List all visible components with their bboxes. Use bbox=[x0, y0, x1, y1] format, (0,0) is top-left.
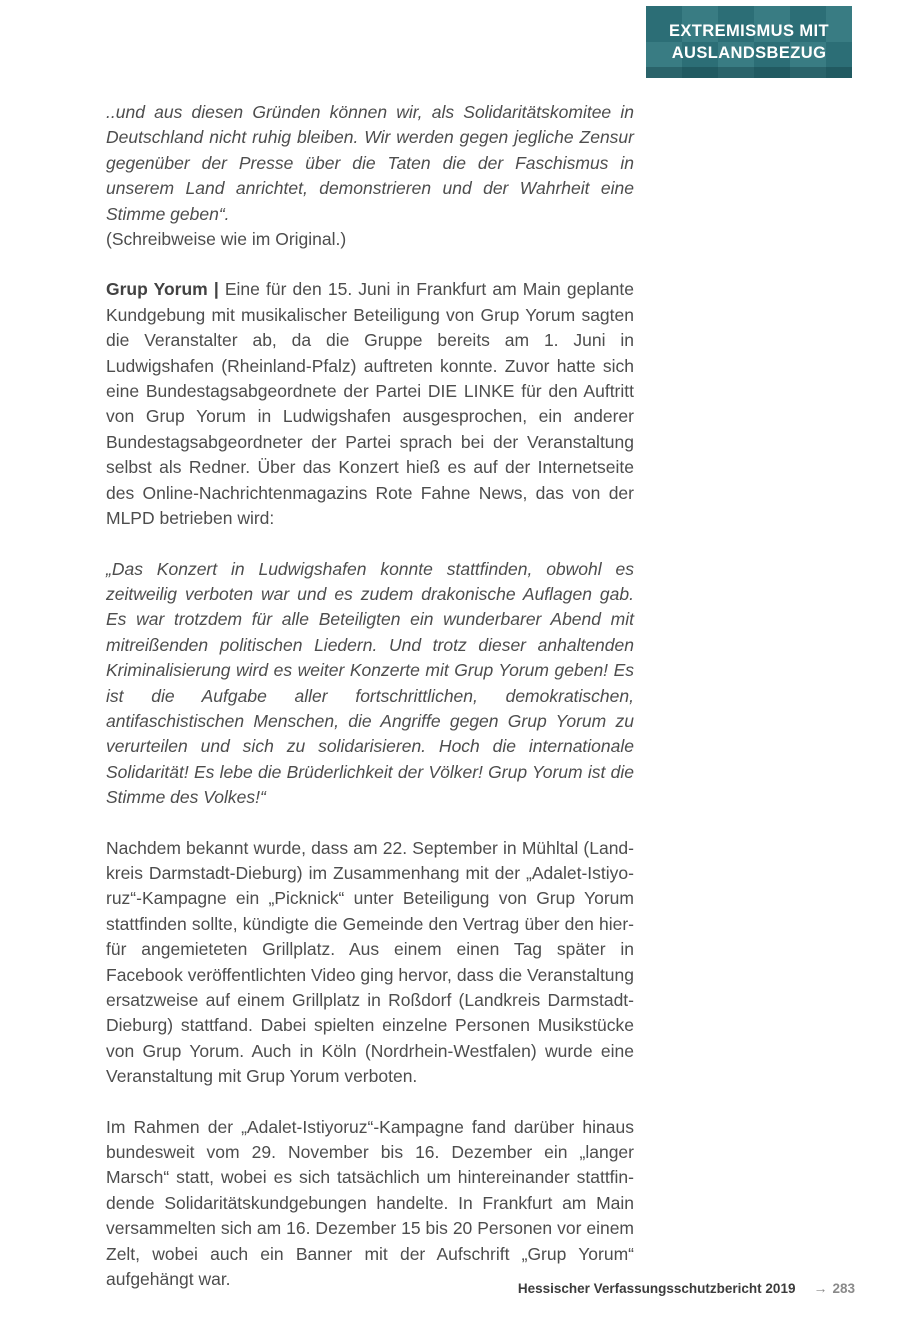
section-badge-line2: AUSLANDSBEZUG bbox=[671, 44, 827, 62]
paragraph-muehltal: Nachdem bekannt wurde, dass am 22. September in Mühltal (Landkreis Darmstadt-Dieburg) im Zusammenhang mit der „Adalet-Istiyoruz“-Kampagne ein „Picknick“ unter Beteiligung von Grup Yorum stattfinden sollte, kündigte die Gemeinde den Vertrag über den hierfür angemieteten Grillplatz. Aus einem einen Tag später in Facebook veröffentlichten Video ging hervor, dass die Veranstaltung ersatzweise auf einem Grillplatz in Roßdorf (Landkreis Darmstadt-Dieburg) stattfand. Dabei spielten einzelne Personen Musikstücke von Grup Yorum. Auch in Köln (Nordrhein-Westfalen) wurde eine Veranstaltung mit Grup Yorum verboten. bbox=[106, 837, 634, 1087]
paragraph-lead-grup-yorum: Grup Yorum | bbox=[106, 279, 219, 300]
footer-report-title: Hessischer Verfassungsschutzbericht 2019 bbox=[517, 1281, 796, 1296]
paragraph-langer-marsch: Im Rahmen der „Adalet-Istiyoruz“-Kampagne fand darüber hinaus bundesweit vom 29. November bis 16. Dezember ein „langer Marsch“ statt, wobei es sich tatsächlich um hintereinander stattfindende Solidaritätskundgebungen handelte. In Frankfurt am Main versammelten sich am 16. Dezember 15 bis 20 Personen vor einem Zelt, wobei auch ein Banner mit der Aufschrift „Grup Yorum“ aufgehängt war. bbox=[106, 1116, 634, 1290]
paragraph-concert-quote: „Das Konzert in Ludwigshafen konnte stattfinden, obwohl es zeitweilig verboten war und es zudem drakonische Auflagen gab. Es war trotzdem für alle Beteiligten ein wunderbarer Abend mit mitreißenden politischen Liedern. Und trotz dieser anhaltenden Kriminalisierung wird es weiter Konzerte mit Grup Yorum geben! Es ist die Aufgabe aller fortschrittlichen, demokratischen, antifaschistischen Menschen, die Angriffe gegen Grup Yorum zu verurteilen und sich zu solidarisieren. Hoch die internationale Solidarität! Es lebe die Brüderlichkeit der Völker! Grup Yorum ist die Stimme des Volkes!“ bbox=[106, 558, 634, 808]
paragraph-grup-yorum bbox=[106, 277, 634, 531]
page-number: 283 bbox=[832, 1281, 855, 1296]
paragraph-grup-yorum-text: Eine für den 15. Juni in Frankfurt am Main geplante Kundgebung mit musikalischer Beteiligung von Grup Yorum sagten die Veranstalter ab, da die Gruppe bereits am 1. Juni in Ludwigshafen (Rheinland-Pfalz) auftreten konnte. Zuvor hatte sich eine Bundestagsabgeordnete der Partei DIE LINKE für den Auftritt von Grup Yorum in Ludwigshafen ausgesprochen, ein anderer Bundestagsabgeordneter der Partei sprach bei der Veranstaltung selbst als Redner. Über das Konzert hieß es auf der Internetseite des Online-Nachrichtenmagazins Rote Fahne News, das von der MLPD betrieben wird: bbox=[106, 279, 634, 529]
page-footer bbox=[518, 1279, 855, 1298]
section-badge-line1: EXTREMISMUS MIT bbox=[668, 22, 829, 40]
arrow-right-icon: → bbox=[813, 1280, 828, 1296]
section-badge bbox=[646, 6, 852, 78]
original-spelling-note: (Schreibweise wie im Original.) bbox=[106, 229, 347, 250]
body-text-column bbox=[106, 100, 634, 1317]
paragraph-opening-quote bbox=[106, 100, 634, 252]
opening-quote-text: ..und aus diesen Gründen können wir, als Solidaritätskomitee in Deutschland nicht ruhig bleiben. Wir werden gegen jegliche Zensur gegenüber der Presse über die Taten die der Faschismus in unserem Land anrichtet, demonstrieren und der Wahrheit eine Stimme geben“. bbox=[106, 102, 634, 224]
